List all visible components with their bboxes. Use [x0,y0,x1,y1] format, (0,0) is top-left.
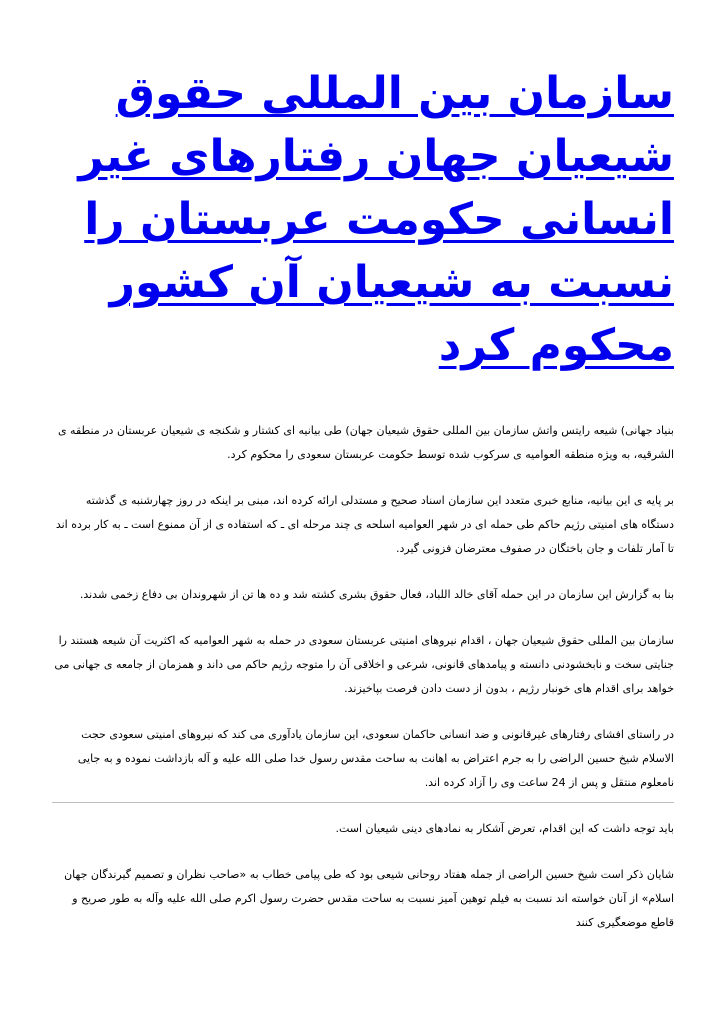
article [52,62,674,957]
paragraph-5: در راستای افشای رفتارهای غیرقانونی و ضد انسانی حاکمان سعودی، این سازمان یادآوری می کند که نیروهای امنیتی سعودی حجت الاسلام شیخ حسین الراضی را به جرم اعتراض به اهانت به ساحت مقدس رسول خدا صلی الله علیه و آله بازداشت نموده و به جایی نامعلوم منتقل و پس از 24 ساعت وی را آزاد کرده اند. [77,728,674,789]
paragraph-1: بنیاد جهانی) شیعه رایتس واتش سازمان بین المللی حقوق شیعیان جهان) طی بیانیه ای کشتار و شکنجه ی شیعیان عربستان در منطقه ی الشرقیه، به ویژه منطقه العوامیه ی سرکوب شده توسط حکومت عربستان سعودی را محکوم کرد. [57,424,674,461]
article-title-link[interactable]: سازمان بین المللی حقوق شیعیان جهان رفتارهای غیر انسانی حکومت عربستان را نسبت به شیعیان آن کشور محکوم کرد [78,68,674,371]
footer-divider [52,802,674,803]
article-body [52,419,674,935]
paragraph-3: بنا به گزارش این سازمان در این حمله آقای خالد اللباد، فعال حقوق بشری کشته شد و ده ها تن از شهروندان بی دفاع زخمی شدند. [79,588,674,601]
paragraph-6: باید توجه داشت که این اقدام، تعرض آشکار به نمادهای دینی شیعیان است. [335,822,674,835]
paragraph-2: بر پایه ی این بیانیه، منابع خبری متعدد این سازمان اسناد صحیح و مستدلی ارائه کرده اند، مبنی بر اینکه در روز چهارشنبه ی گذشته دستگاه های امنیتی رژیم حاکم طی حمله ای در شهر العوامیه اسلحه ی چند مرحله ای ـ که استفاده ی از آن ممنوع است ـ به کار برده اند تا آمار تلفات و جان باختگان در صفوف معترضان فزونی گیرد. [55,494,674,555]
paragraph-4: سازمان بین المللی حقوق شیعیان جهان ، اقدام نیروهای امنیتی عربستان سعودی در حمله به شهر العوامیه که اکثریت آن شیعه هستند را جنایتی سخت و نابخشودنی دانسته و پیامدهای قانونی، شرعی و اخلاقی آن را متوجه رژیم حاکم می داند و همزمان از جامعه ی جهانی می خواهد برای اقدام های خونبار رژیم ، بدون از دست دادن فرصت بپاخیزند. [54,634,674,695]
paragraph-7: شایان ذکر است شیخ حسین الراضی از جمله هفتاد روحانی شیعی بود که طی پیامی خطاب به «صاحب نظران و تصمیم گیرندگان جهان اسلام» از آنان خواسته اند نسبت به فیلم توهین آمیز نسبت به ساحت مقدس حضرت رسول اکرم صلی الله علیه وآله به طور صریح و قاطع موضعگیری کنند [64,868,674,929]
